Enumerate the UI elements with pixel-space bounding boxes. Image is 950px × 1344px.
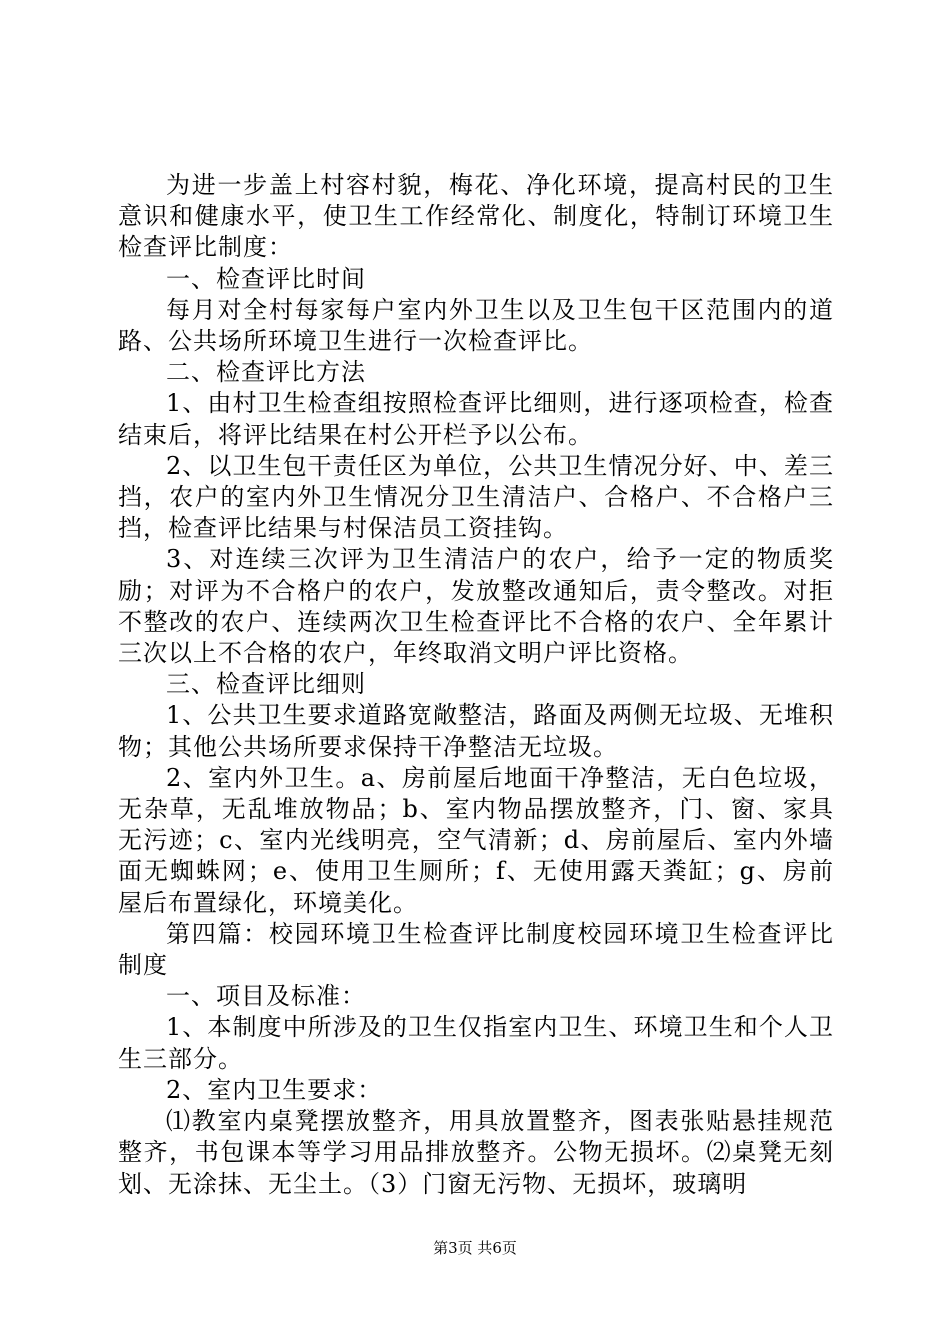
section-heading: 一、检查评比时间 xyxy=(166,264,366,293)
section-heading: 一、项目及标准： xyxy=(166,982,366,1011)
body-paragraph: 1、本制度中所涉及的卫生仅指室内卫生、环境卫生和个人卫生三部分。 xyxy=(118,1013,834,1073)
body-paragraph: 1、公共卫生要求道路宽敞整洁，路面及两侧无垃圾、无堆积物；其他公共场所要求保持干净整洁无垃圾。 xyxy=(118,701,834,761)
section-heading: 2、室内卫生要求： xyxy=(166,1075,383,1104)
body-paragraph: 2、以卫生包干责任区为单位，公共卫生情况分好、中、差三挡，农户的室内外卫生情况分卫生清洁户、合格户、不合格户三挡，检查评比结果与村保洁员工资挂钩。 xyxy=(118,451,834,543)
body-paragraph: ⑴教室内桌凳摆放整齐，用具放置整齐，图表张贴悬挂规范整齐，书包课本等学习用品排放整齐。公物无损坏。⑵桌凳无刻划、无涂抹、无尘土。（3）门窗无污物、无损坏，玻璃明 xyxy=(118,1107,834,1198)
body-paragraph: 3、对连续三次评为卫生清洁户的农户，给予一定的物质奖励；对评为不合格户的农户，发放整改通知后，责令整改。对拒不整改的农户、连续两次卫生检查评比不合格的农户、全年累计三次以上不合格的农户，年终取消文明户评比资格。 xyxy=(118,545,834,668)
page-number: 第3页 共6页 xyxy=(433,1239,517,1257)
section-heading: 三、检查评比细则 xyxy=(166,670,366,699)
body-paragraph: 1、由村卫生检查组按照检查评比细则，进行逐项检查，检查结束后，将评比结果在村公开栏予以公布。 xyxy=(118,389,834,449)
body-paragraph: 每月对全村每家每户室内外卫生以及卫生包干区范围内的道路、公共场所环境卫生进行一次检查评比。 xyxy=(118,295,834,356)
intro-paragraph: 为进一步盖上村容村貌，梅花、净化环境，提高村民的卫生意识和健康水平，使卫生工作经常化、制度化，特制订环境卫生检查评比制度： xyxy=(118,171,834,262)
document-body xyxy=(118,170,834,1200)
body-paragraph: 2、室内外卫生。a、房前屋后地面干净整洁，无白色垃圾，无杂草，无乱堆放物品；b、室内物品摆放整齐，门、窗、家具无污迹；c、室内光线明亮，空气清新；d、房前屋后、室内外墙面无蜘蛛网；e、使用卫生厕所；f、无使用露天粪缸；g、房前屋后布置绿化，环境美化。 xyxy=(118,763,834,917)
chapter-title: 第四篇：校园环境卫生检查评比制度校园环境卫生检查评比制度 xyxy=(118,919,834,980)
section-heading: 二、检查评比方法 xyxy=(166,358,366,387)
